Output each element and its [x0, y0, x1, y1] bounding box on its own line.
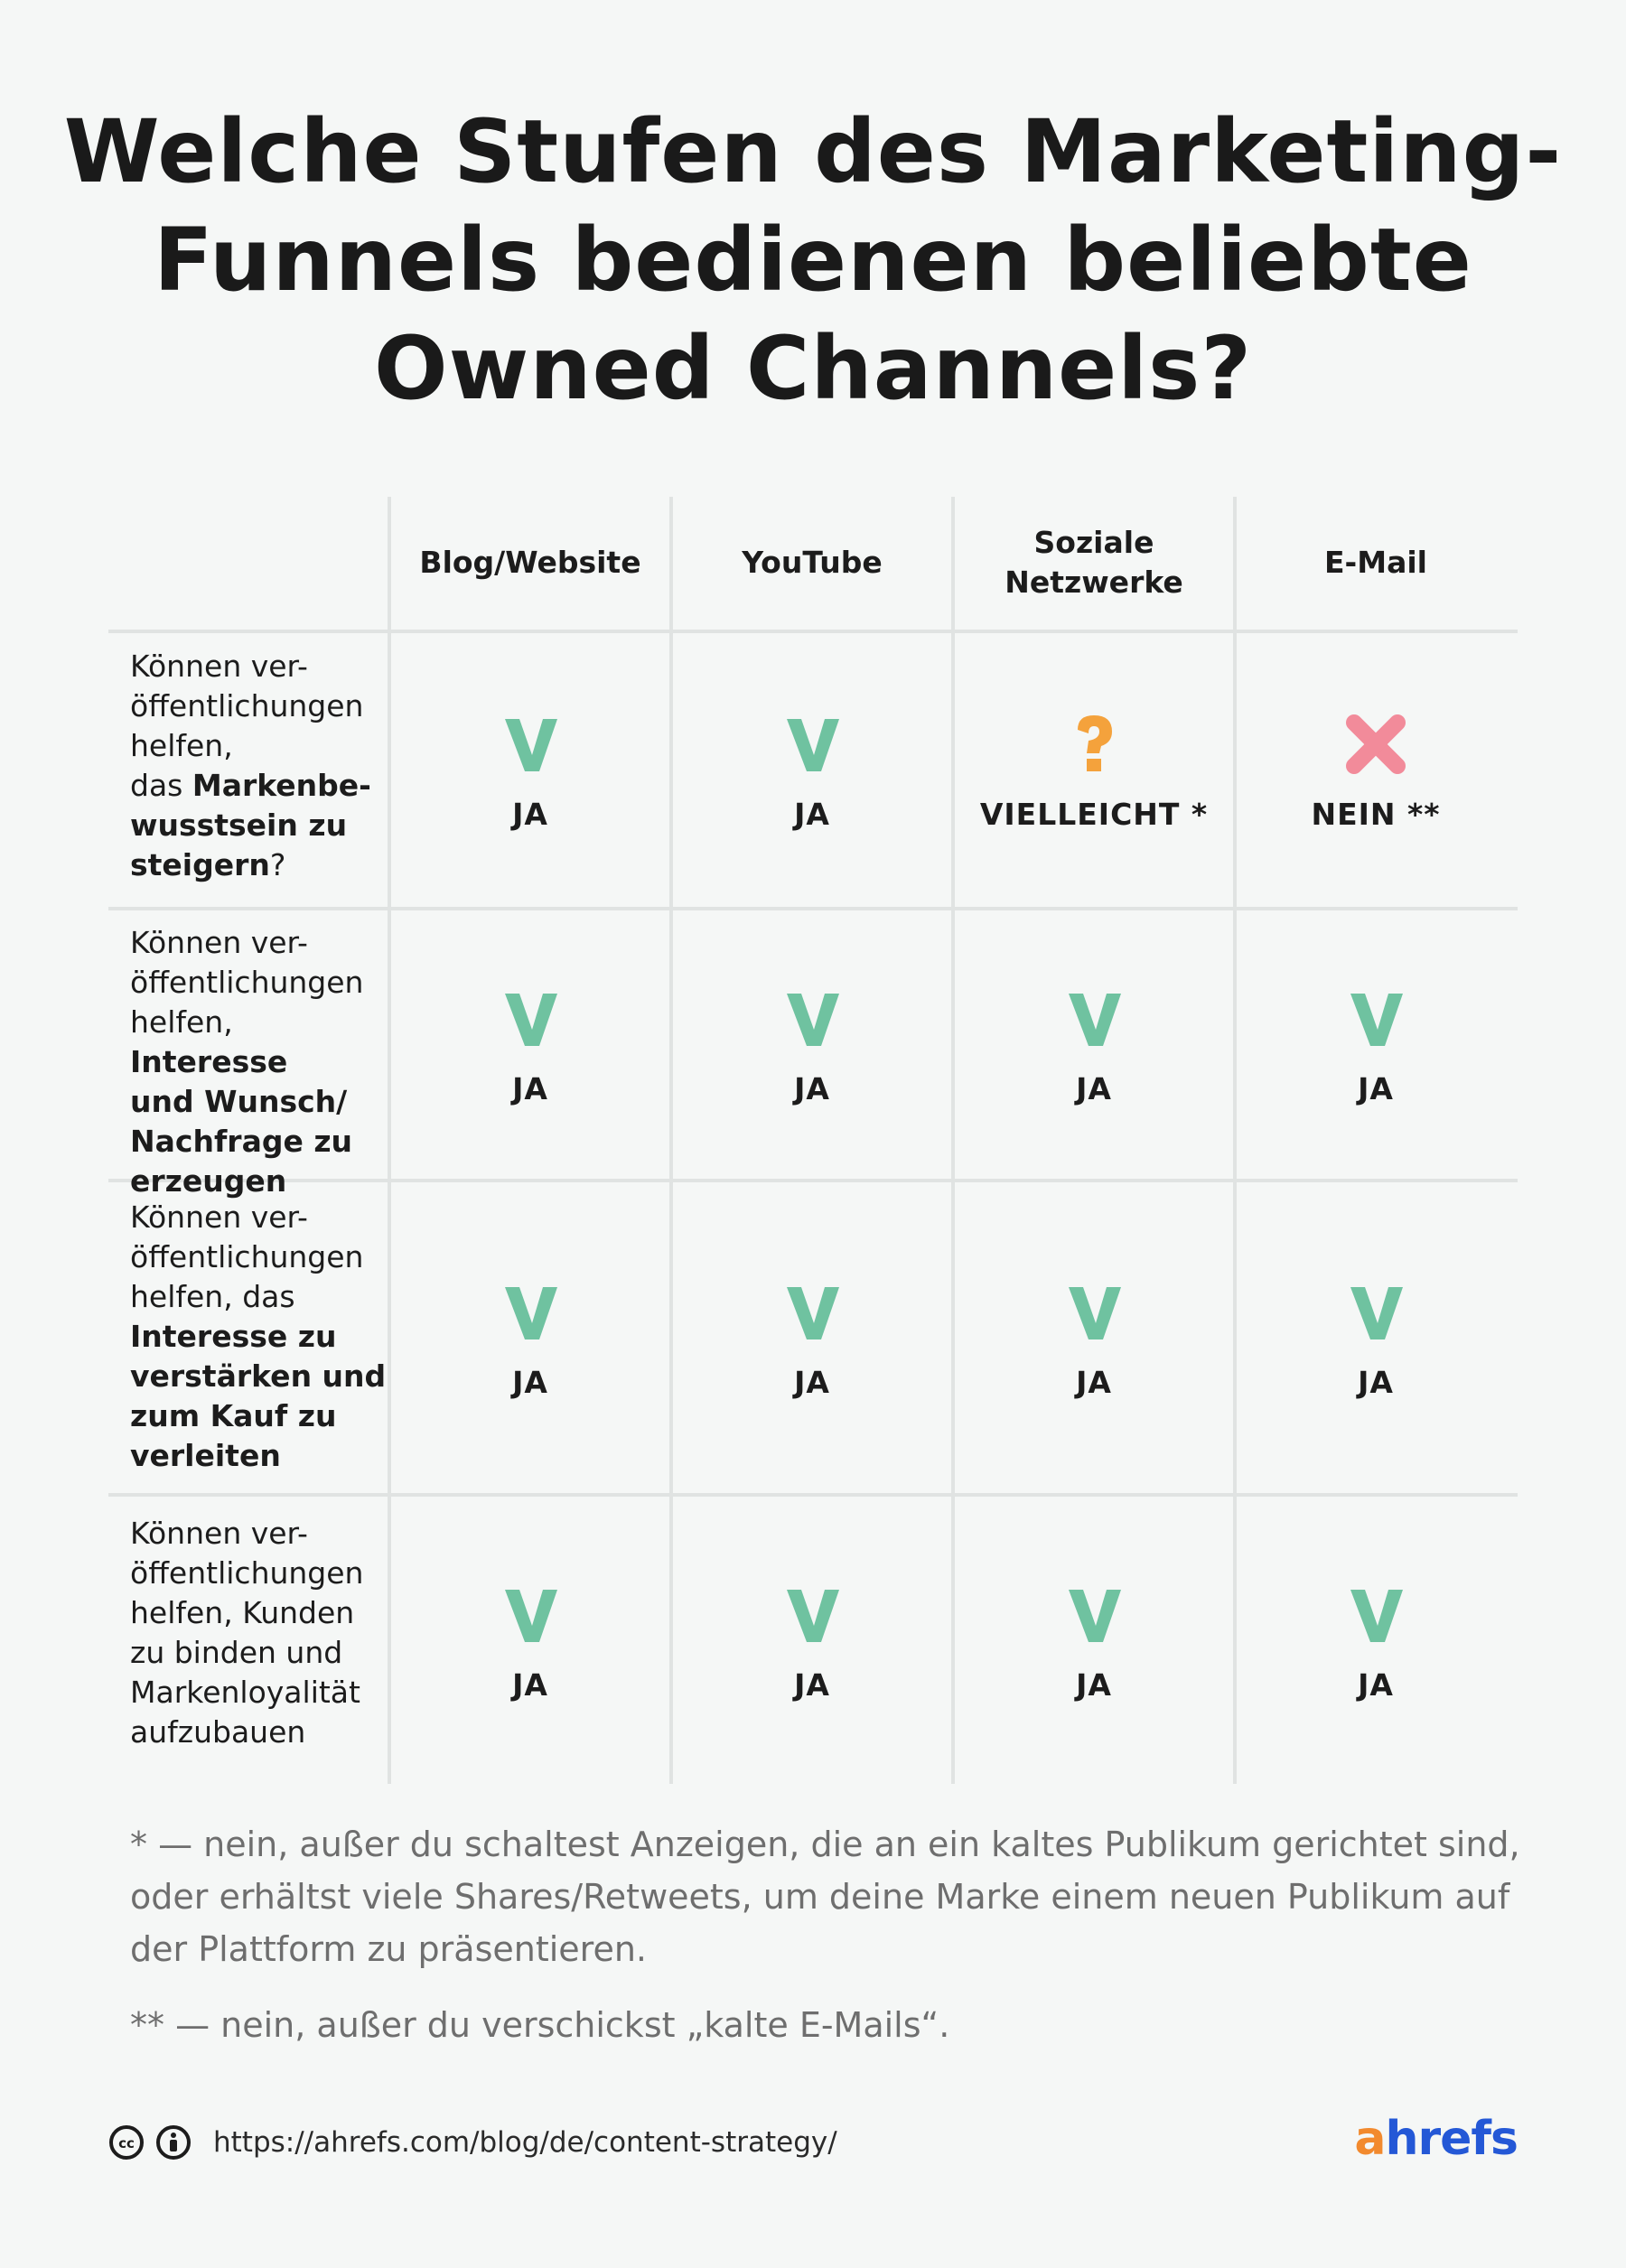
attribution-icon: [155, 2124, 192, 2161]
table-cell: [391, 910, 669, 1179]
page-title: [54, 98, 1572, 423]
row-label-part: zu binden und: [130, 1635, 343, 1670]
question-icon: [1058, 708, 1130, 780]
table-cell: [1237, 910, 1515, 1179]
column-header-youtube: YouTube: [742, 545, 883, 580]
check-icon: [1340, 983, 1412, 1055]
answer-label: JA: [794, 797, 830, 832]
table-cell: [1237, 1497, 1515, 1784]
row-label-part: und Wunsch/: [130, 1084, 348, 1119]
row-label-part: aufzubauen: [130, 1714, 306, 1750]
check-icon: [494, 708, 566, 780]
answer-label: JA: [794, 1364, 830, 1400]
table-cell: [1237, 633, 1515, 907]
svg-text:cc: cc: [118, 2135, 135, 2151]
check-icon: [776, 983, 848, 1055]
check-icon: [494, 983, 566, 1055]
logo-a: a: [1354, 2112, 1386, 2166]
answer-label: JA: [1358, 1364, 1394, 1400]
row-label-part: Markenbe-: [192, 768, 371, 803]
cc-icon: [108, 2124, 145, 2161]
row-label-part: verleiten: [130, 1438, 281, 1473]
row-label-interest: [130, 923, 392, 1201]
check-icon: [776, 1276, 848, 1349]
title-line-3: Owned Channels?: [374, 318, 1252, 419]
column-header-e-mail: E-Mail: [1324, 545, 1427, 580]
table-cell: [955, 1182, 1233, 1493]
answer-label: JA: [794, 1666, 830, 1703]
answer-label: JA: [512, 1364, 548, 1400]
footnote-1: * — nein, außer du schaltest Anzeigen, die an ein kaltes Publikum gerichtet sind, oder erhältst viele Shares/Retweets, um deine Marke einem neuen Publikum auf der Plattform zu präsentieren.: [130, 1825, 1520, 1969]
row-label-part: Können ver-: [130, 649, 308, 684]
answer-label: VIELLEICHT *: [979, 797, 1209, 832]
row-label-part: Können ver-: [130, 1199, 308, 1235]
row-label-part: das: [130, 768, 192, 803]
row-label-part: Können ver-: [130, 925, 308, 960]
check-icon: [1058, 1276, 1130, 1349]
table-cell: [955, 910, 1233, 1179]
row-label-awareness: [130, 647, 392, 885]
row-label-part: zum Kauf zu: [130, 1398, 337, 1433]
answer-label: JA: [1076, 1666, 1112, 1703]
table-cell: [673, 633, 951, 907]
row-label-loyalty: [130, 1514, 392, 1752]
row-label-part: erzeugen: [130, 1163, 287, 1199]
row-label-part: wusstsein zu: [130, 807, 348, 843]
check-icon: [1058, 983, 1130, 1055]
check-icon: [1058, 1579, 1130, 1651]
check-icon: [494, 1579, 566, 1651]
answer-label: NEIN **: [1311, 797, 1441, 832]
row-label-part: helfen, Kunden: [130, 1595, 355, 1630]
column-header-soziale-netzwerke: Soziale Netzwerke: [1005, 525, 1183, 600]
row-label-part: öffentlichungen: [130, 965, 364, 1000]
row-label-part: verstärken und: [130, 1358, 387, 1394]
check-icon: [776, 1579, 848, 1651]
title-line-1: Welche Stufen des Marketing-: [63, 101, 1563, 202]
check-icon: [776, 708, 848, 780]
row-label-part: Markenloyalität: [130, 1675, 360, 1710]
source-link[interactable]: https://ahrefs.com/blog/de/content-strategy/: [213, 2126, 837, 2159]
answer-label: JA: [512, 1666, 548, 1703]
row-label-part: helfen,: [130, 728, 233, 763]
table-cell: [391, 1497, 669, 1784]
cross-icon: [1340, 708, 1412, 780]
row-label-decision: [130, 1198, 392, 1476]
logo-rest: hrefs: [1385, 2112, 1518, 2166]
check-icon: [1340, 1579, 1412, 1651]
row-label-part: helfen,: [130, 1004, 233, 1040]
table-cell: [1237, 1182, 1515, 1493]
row-label-part: Nachfrage zu: [130, 1124, 353, 1159]
column-header-blog-website: Blog/Website: [419, 545, 641, 580]
row-label-part: öffentlichungen: [130, 1555, 364, 1591]
table-cell: [391, 633, 669, 907]
row-label-part: öffentlichungen: [130, 688, 364, 723]
check-icon: [494, 1276, 566, 1349]
table-cell: [673, 910, 951, 1179]
table-cell: [955, 1497, 1233, 1784]
row-label-part: öffentlichungen: [130, 1239, 364, 1274]
table-cell: [673, 1182, 951, 1493]
table-cell: [391, 1182, 669, 1493]
answer-label: JA: [1358, 1071, 1394, 1106]
answer-label: JA: [1076, 1364, 1112, 1400]
answer-label: JA: [512, 1071, 548, 1106]
answer-label: JA: [1358, 1666, 1394, 1703]
row-label-part: helfen, das: [130, 1279, 295, 1314]
license-icons: [108, 2124, 192, 2161]
answer-label: JA: [794, 1071, 830, 1106]
answer-label: JA: [1076, 1071, 1112, 1106]
check-icon: [1340, 1276, 1412, 1349]
row-label-part: Interesse: [130, 1044, 288, 1079]
answer-label: JA: [512, 797, 548, 832]
row-label-part: steigern: [130, 847, 270, 882]
table-cell: [673, 1497, 951, 1784]
row-label-part: Interesse zu: [130, 1319, 337, 1354]
row-label-part: Können ver-: [130, 1516, 308, 1551]
footnote-2: ** — nein, außer du verschickst „kalte E-Mails“.: [130, 2005, 950, 2045]
title-line-2: Funnels bedienen beliebte: [154, 210, 1472, 311]
ahrefs-logo: [1354, 2112, 1518, 2166]
row-label-part: ?: [269, 847, 286, 882]
table-cell: [955, 633, 1233, 907]
